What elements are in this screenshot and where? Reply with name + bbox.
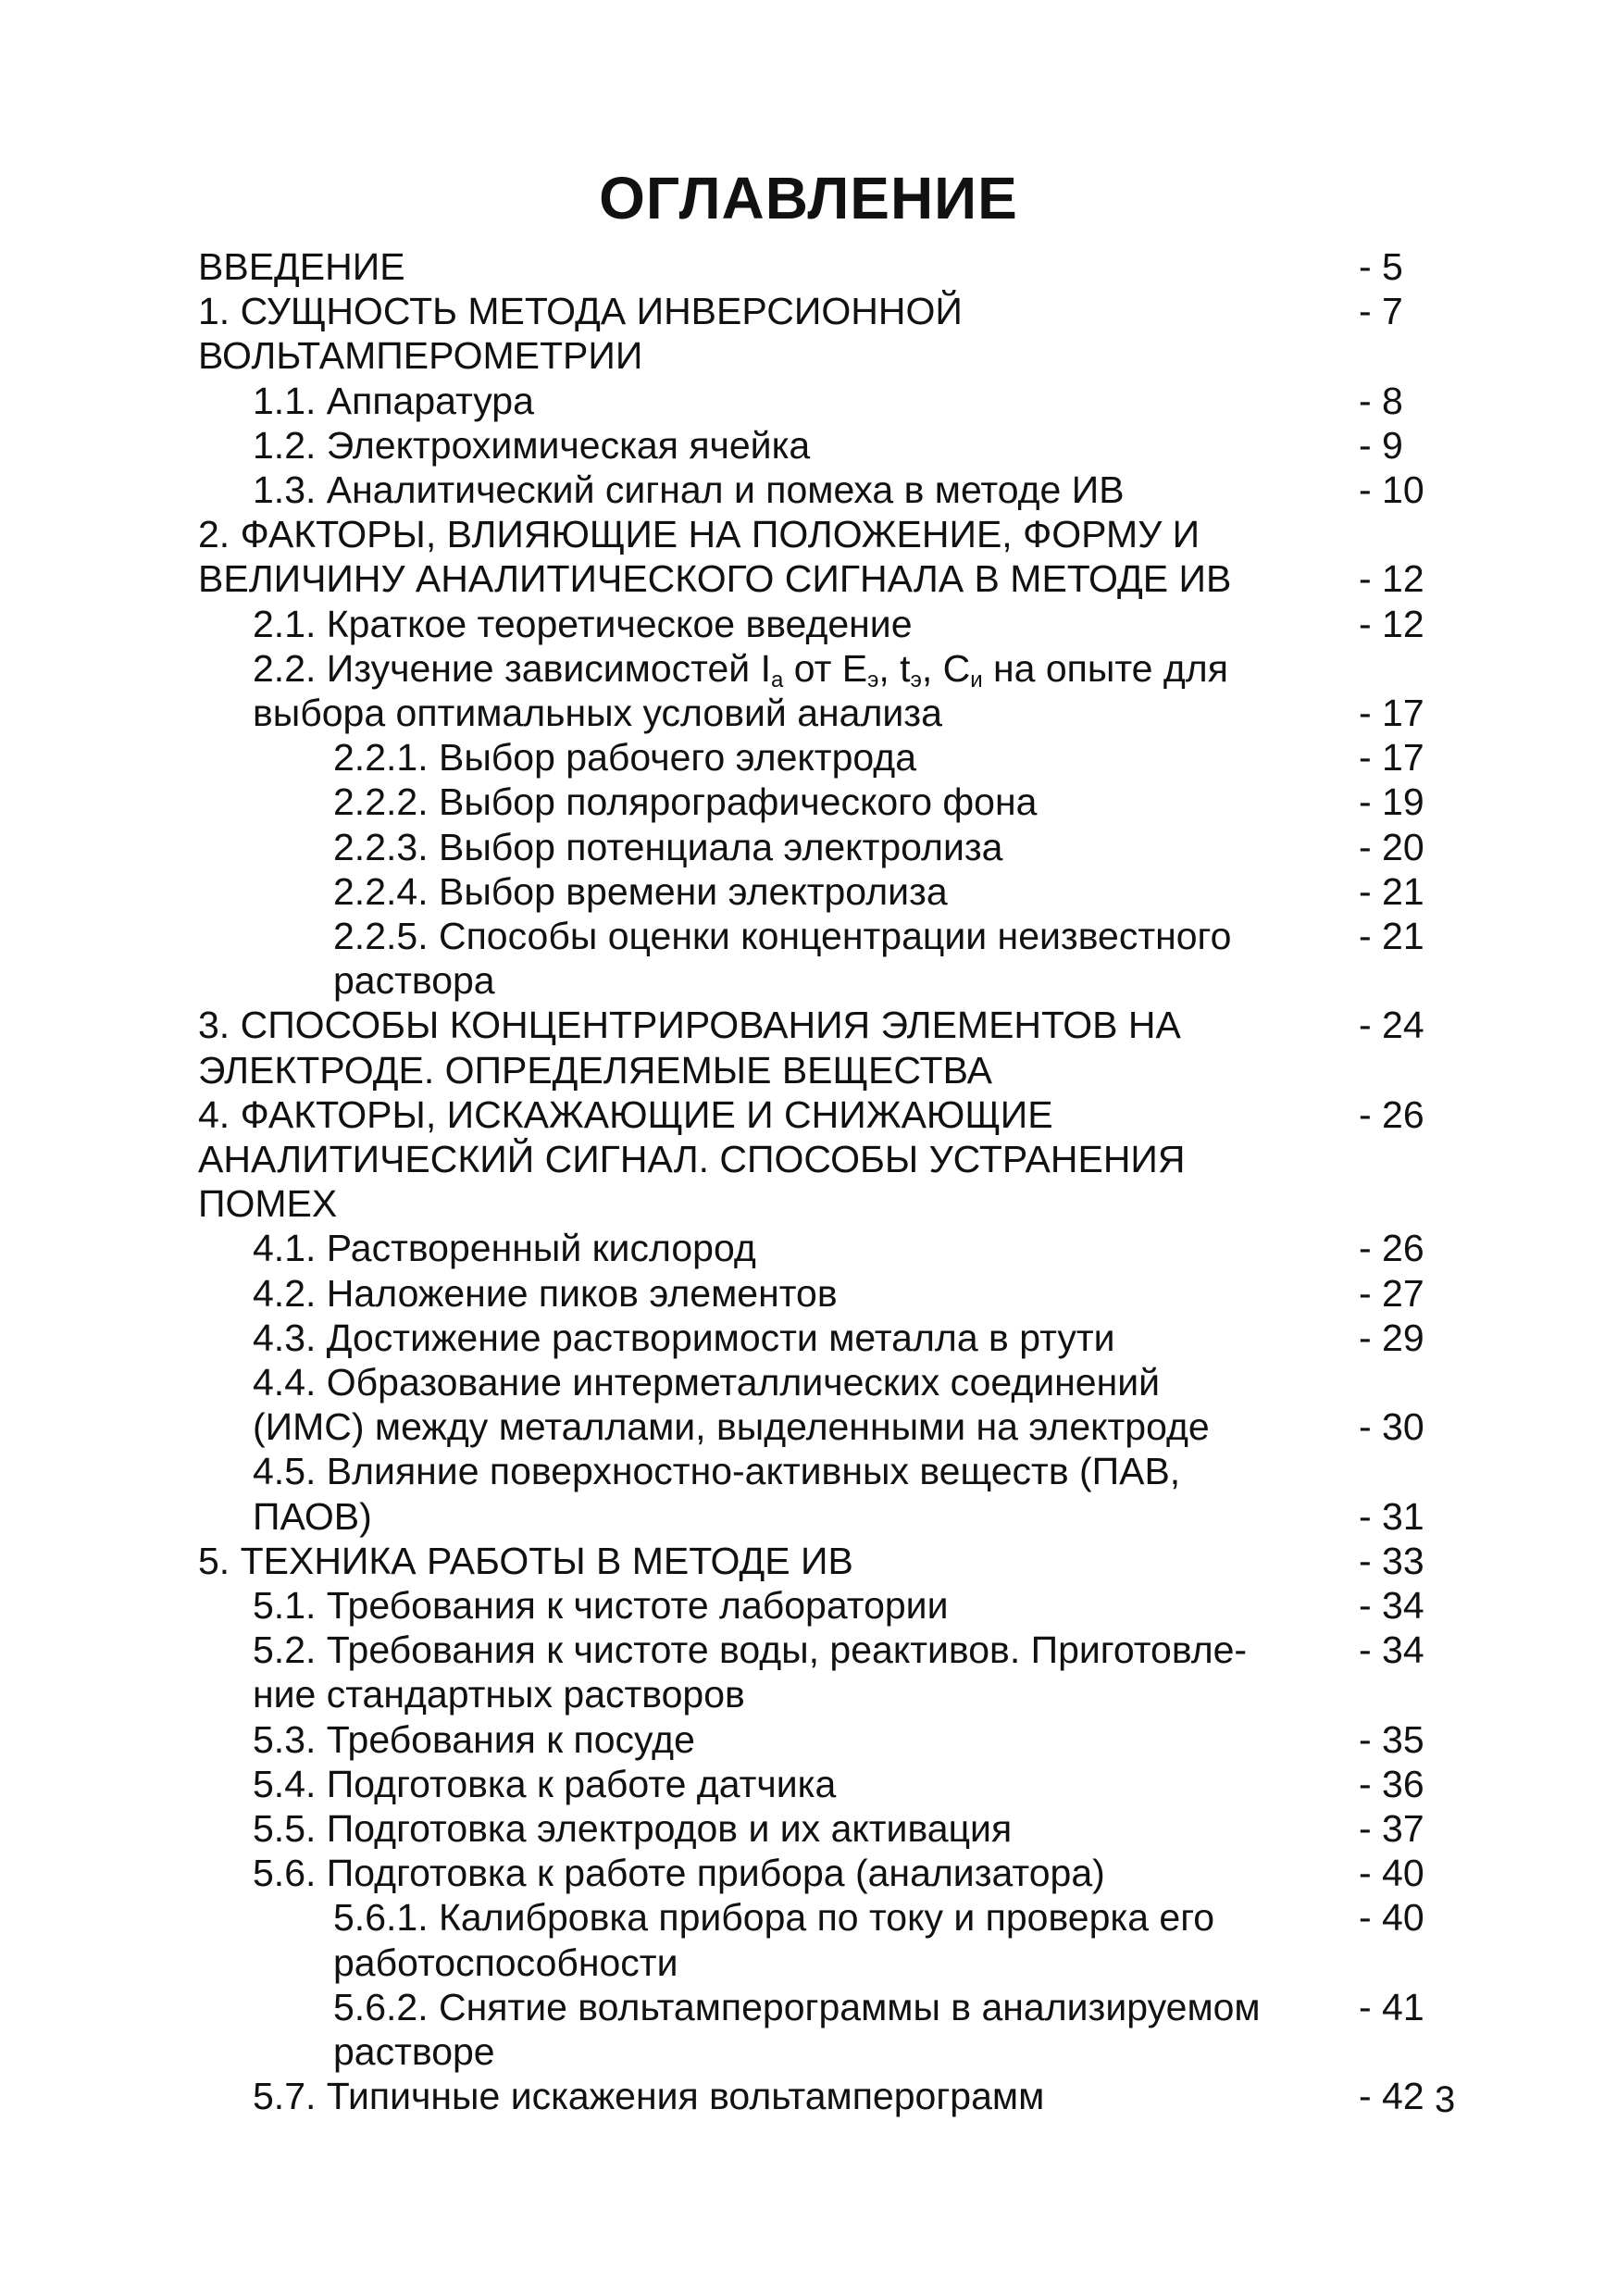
toc-entry xyxy=(253,1763,837,1805)
toc-entry-text: 5.6.2. Снятие вольтамперограммы в анализируемом xyxy=(333,1986,1261,2028)
subscript: э xyxy=(867,668,879,693)
toc-page-ref: - 17 xyxy=(1359,736,1424,779)
toc-entry-text: выбора оптимальных условий анализа xyxy=(253,692,942,734)
toc-entry-text: 5.4. Подготовка к работе датчика xyxy=(253,1763,837,1805)
toc-entry xyxy=(253,1673,745,1716)
toc-page-ref: - 40 xyxy=(1359,1852,1424,1894)
page-title: ОГЛАВЛЕНИЕ xyxy=(599,165,1018,231)
toc-page-ref: - 19 xyxy=(1359,780,1424,823)
toc-page-ref: - 21 xyxy=(1359,915,1424,957)
toc-entry xyxy=(198,513,1200,555)
toc-page-ref: - 26 xyxy=(1359,1227,1424,1269)
toc-entry xyxy=(333,1941,678,1984)
toc-entry-text: АНАЛИТИЧЕСКИЙ СИГНАЛ. СПОСОБЫ УСТРАНЕНИЯ xyxy=(198,1138,1186,1180)
toc-entry-text: 5.2. Требования к чистоте воды, реактивов. Приготовле- xyxy=(253,1628,1248,1671)
toc-page-ref: - 5 xyxy=(1359,245,1403,288)
toc-page-ref: - 9 xyxy=(1359,424,1403,467)
toc-entry-text: 1.3. Аналитический сигнал и помеха в методе ИВ xyxy=(253,468,1125,511)
toc-page-ref: - 29 xyxy=(1359,1316,1424,1359)
toc-page-ref: - 41 xyxy=(1359,1986,1424,2028)
toc-page-ref: - 35 xyxy=(1359,1718,1424,1761)
toc-entry-text: 2.2.5. Способы оценки концентрации неизвестного xyxy=(333,915,1232,957)
toc-entry-text: 5.3. Требования к посуде xyxy=(253,1718,695,1761)
toc-page-ref: - 24 xyxy=(1359,1004,1424,1046)
toc-entry xyxy=(198,245,405,288)
toc-entry xyxy=(333,780,1038,823)
toc-page-ref: - 12 xyxy=(1359,557,1424,600)
toc-entry-text: 5.5. Подготовка электродов и их активация xyxy=(253,1807,1013,1850)
toc-entry xyxy=(198,557,1232,600)
toc-page-ref: - 7 xyxy=(1359,290,1403,332)
toc-entry xyxy=(253,1628,1248,1671)
toc-entry-text: 2.2. Изучение зависимостей I xyxy=(253,647,771,690)
toc-entry-text: 4.4. Образование интерметаллических соединений xyxy=(253,1361,1161,1404)
toc-page-ref: - 26 xyxy=(1359,1093,1424,1136)
toc-page-ref: - 34 xyxy=(1359,1628,1424,1671)
toc-entry xyxy=(253,1854,1105,1892)
toc-entry-text: 3. СПОСОБЫ КОНЦЕНТРИРОВАНИЯ ЭЛЕМЕНТОВ НА xyxy=(198,1004,1181,1046)
toc-entry-text-part: на опыте для xyxy=(982,647,1228,690)
toc-entry xyxy=(253,1229,756,1267)
toc-entry xyxy=(198,334,643,377)
toc-entry xyxy=(253,424,811,467)
toc-entry-text: 5.7. Типичные искажения вольтамперограмм xyxy=(253,2075,1045,2117)
toc-entry-text: 1.2. Электрохимическая ячейка xyxy=(253,424,811,467)
toc-page-ref: - 42 xyxy=(1359,2075,1424,2117)
toc-entry xyxy=(333,870,948,913)
toc-entry-text: 4.2. Наложение пиков элементов xyxy=(253,1272,838,1315)
toc-entry xyxy=(198,1049,992,1092)
toc-entry-text: 1. СУЩНОСТЬ МЕТОДА ИНВЕРСИОННОЙ xyxy=(198,290,963,332)
toc-page-ref: - 34 xyxy=(1359,1584,1424,1627)
toc-entry-text: 2. ФАКТОРЫ, ВЛИЯЮЩИЕ НА ПОЛОЖЕНИЕ, ФОРМУ И xyxy=(198,513,1200,555)
toc-entry-text: 4.1. Растворенный кислород xyxy=(253,1227,756,1269)
toc-entry xyxy=(253,605,913,643)
toc-entry-text: 2.2.2. Выбор полярографического фона xyxy=(333,780,1038,823)
toc-entry-text: ВВЕДЕНИЕ xyxy=(198,245,405,288)
toc-page-ref: - 40 xyxy=(1359,1896,1424,1939)
toc-entry xyxy=(253,1450,1181,1492)
toc-entry xyxy=(253,1316,1115,1359)
toc-entry-text: 2.2.3. Выбор потенциала электролиза xyxy=(333,826,1003,868)
toc-entry-text: ЭЛЕКТРОДЕ. ОПРЕДЕЛЯЕМЫЕ ВЕЩЕСТВА xyxy=(198,1049,992,1092)
toc-page-ref: - 10 xyxy=(1359,468,1424,511)
subscript: и xyxy=(970,668,983,693)
toc-entry-text: ПАОВ) xyxy=(253,1495,372,1538)
toc-entry-text: ВОЛЬТАМПЕРОМЕТРИИ xyxy=(198,334,643,377)
toc-entry xyxy=(253,1584,949,1627)
toc-entry-text: 5.6.1. Калибровка прибора по току и проверка его xyxy=(333,1896,1215,1939)
toc-entry xyxy=(333,2030,495,2073)
toc-entry xyxy=(198,1093,1053,1136)
toc-entry xyxy=(253,382,534,420)
toc-entry-text: (ИМС) между металлами, выделенными на электроде xyxy=(253,1405,1210,1448)
toc-entry-text: 1.1. Аппаратура xyxy=(253,380,534,422)
subscript: а xyxy=(770,668,784,693)
toc-entry-text: 5. ТЕХНИКА РАБОТЫ В МЕТОДЕ ИВ xyxy=(198,1540,853,1582)
toc-entry xyxy=(253,1361,1161,1404)
subscript: э xyxy=(910,668,922,693)
toc-entry xyxy=(253,1807,1013,1850)
toc-entry-text: ВЕЛИЧИНУ АНАЛИТИЧЕСКОГО СИГНАЛА В МЕТОДЕ ИВ xyxy=(198,557,1232,600)
toc-entry xyxy=(253,468,1125,511)
toc-entry xyxy=(253,1272,838,1315)
toc-entry-text: работоспособности xyxy=(333,1941,678,1984)
toc-page-ref: - 12 xyxy=(1359,603,1424,645)
toc-entry xyxy=(253,1718,695,1761)
toc-page-ref: - 17 xyxy=(1359,692,1424,734)
toc-entry xyxy=(198,1182,338,1225)
toc-entry-text: 2.1. Краткое теоретическое введение xyxy=(253,603,913,645)
toc-page-ref: - 30 xyxy=(1359,1405,1424,1448)
toc-entry xyxy=(253,694,942,732)
toc-entry-text: 4. ФАКТОРЫ, ИСКАЖАЮЩИЕ И СНИЖАЮЩИЕ xyxy=(198,1093,1053,1136)
toc-entry xyxy=(253,647,1228,693)
toc-entry xyxy=(198,1006,1181,1044)
toc-page-ref: - 27 xyxy=(1359,1272,1424,1315)
toc-entry xyxy=(253,1495,372,1538)
toc-entry xyxy=(253,2075,1045,2117)
toc-entry xyxy=(333,826,1003,868)
toc-page-ref: - 20 xyxy=(1359,826,1424,868)
toc-entry xyxy=(333,736,917,779)
toc-entry-text: 5.1. Требования к чистоте лаборатории xyxy=(253,1584,949,1627)
toc-entry-text: 4.3. Достижение растворимости металла в ртути xyxy=(253,1316,1115,1359)
toc-entry-text: ние стандартных растворов xyxy=(253,1673,745,1716)
toc-entry-text-part: от E xyxy=(783,647,868,690)
toc-entry-text: 4.5. Влияние поверхностно-активных веществ (ПАВ, xyxy=(253,1450,1181,1492)
toc-page-ref: - 8 xyxy=(1359,380,1403,422)
toc-page-ref: - 31 xyxy=(1359,1495,1424,1538)
toc-entry xyxy=(333,917,1231,955)
toc-entry xyxy=(198,1138,1186,1180)
toc-entry-text: 2.2.1. Выбор рабочего электрода xyxy=(333,736,917,779)
page-number: 3 xyxy=(1435,2079,1456,2120)
toc-entry xyxy=(333,1896,1215,1939)
toc-entry xyxy=(333,959,495,1002)
toc-entry xyxy=(198,290,963,332)
toc-page-ref: - 21 xyxy=(1359,870,1424,913)
toc-entry xyxy=(253,1405,1210,1448)
toc-entry-text: растворе xyxy=(333,2030,495,2073)
toc-entry xyxy=(198,1542,853,1580)
toc-page-ref: - 37 xyxy=(1359,1807,1424,1850)
toc-entry xyxy=(333,1986,1261,2028)
toc-entry-text: ПОМЕХ xyxy=(198,1182,338,1225)
toc-entry-text: раствора xyxy=(333,959,495,1002)
toc-page-ref: - 36 xyxy=(1359,1763,1424,1805)
toc-entry-text-part: , C xyxy=(921,647,971,690)
toc-entry-text: 2.2.4. Выбор времени электролиза xyxy=(333,870,948,913)
toc-entry-text-part: , t xyxy=(878,647,911,690)
toc-page-ref: - 33 xyxy=(1359,1540,1424,1582)
toc-entry-text: 5.6. Подготовка к работе прибора (анализатора) xyxy=(253,1852,1105,1894)
